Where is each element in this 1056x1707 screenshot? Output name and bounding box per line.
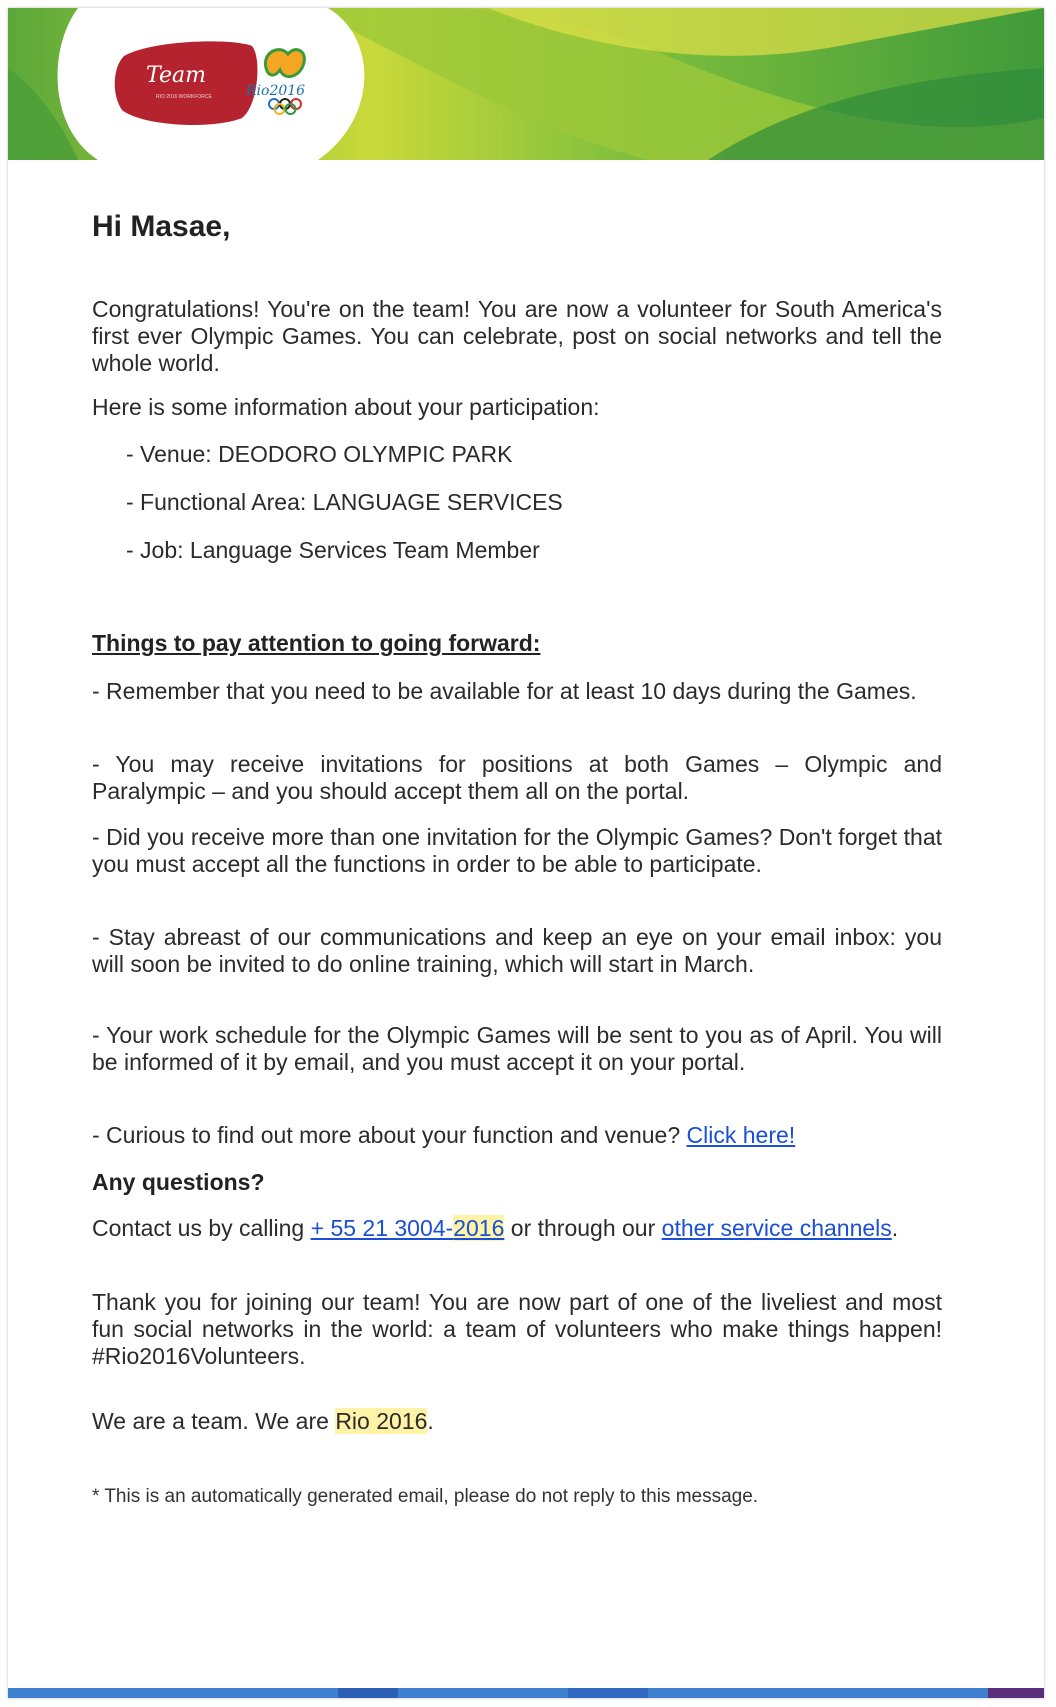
intro-paragraph: Congratulations! You're on the team! You are now a volunteer for South America's first ever Olympic Games. You can celebrate, post on social networks and tell the whole world.	[92, 296, 942, 376]
questions-heading: Any questions?	[92, 1169, 265, 1195]
contact-middle: or through our	[510, 1215, 656, 1241]
phone-year: 2016	[453, 1215, 505, 1241]
contact-paragraph	[92, 1215, 942, 1242]
info-lead: Here is some information about your participation:	[92, 394, 600, 420]
point-multiple-invitations: - Did you receive more than one invitation for the Olympic Games? Don't forget that you must accept all the functions in order to be able to participate.	[92, 824, 942, 877]
footer-bar	[8, 1688, 1044, 1698]
contact-prefix: Contact us by calling	[92, 1215, 305, 1241]
detail-functional-area: - Functional Area: LANGUAGE SERVICES	[126, 489, 563, 515]
auto-generated-note: * This is an automatically generated email, please do not reply to this message.	[92, 1486, 759, 1507]
team-logo	[112, 38, 260, 128]
detail-job: - Job: Language Services Team Member	[126, 537, 540, 563]
greeting: Hi Masae,	[92, 210, 231, 243]
team-line-prefix: We are a team. We are	[92, 1408, 329, 1434]
header-banner	[8, 8, 1044, 160]
point-work-schedule: - Your work schedule for the Olympic Games will be sent to you as of April. You will be informed of it by email, and you must accept it on your portal.	[92, 1022, 942, 1075]
team-logo-subtext: RIO 2016 WORKFORCE	[156, 94, 212, 100]
rio2016-logo-text: Rio2016	[246, 83, 306, 99]
team-line	[92, 1408, 942, 1435]
phone-link[interactable]	[311, 1215, 505, 1241]
click-here-link[interactable]: Click here!	[686, 1122, 796, 1148]
curious-text: - Curious to find out more about your function and venue?	[92, 1122, 681, 1148]
team-line-suffix: .	[427, 1408, 434, 1434]
point-availability: - Remember that you need to be available for at least 10 days during the Games.	[92, 678, 917, 704]
point-invitations: - You may receive invitations for positions at both Games – Olympic and Paralympic – and you should accept them all on the portal.	[92, 751, 942, 804]
thanks-paragraph: Thank you for joining our team! You are now part of one of the liveliest and most fun social networks in the world: a team of volunteers who make things happen! #Rio2016Volunteers.	[92, 1289, 942, 1369]
contact-suffix: .	[891, 1215, 899, 1241]
rio2016-logo	[244, 38, 324, 128]
point-communications: - Stay abreast of our communications and keep an eye on your email inbox: you will soon be invited to do online training, which will start in March.	[92, 924, 942, 977]
email-page	[8, 8, 1044, 1698]
detail-venue: - Venue: DEODORO OLYMPIC PARK	[126, 441, 513, 467]
curious-line	[92, 1122, 942, 1149]
attention-heading: Things to pay attention to going forward:	[92, 630, 541, 656]
service-channels-link[interactable]: other service channels	[661, 1215, 892, 1241]
phone-prefix: + 55 21 3004-	[310, 1215, 454, 1241]
team-line-highlight: Rio 2016	[335, 1408, 428, 1434]
team-logo-text: Team	[146, 63, 206, 88]
